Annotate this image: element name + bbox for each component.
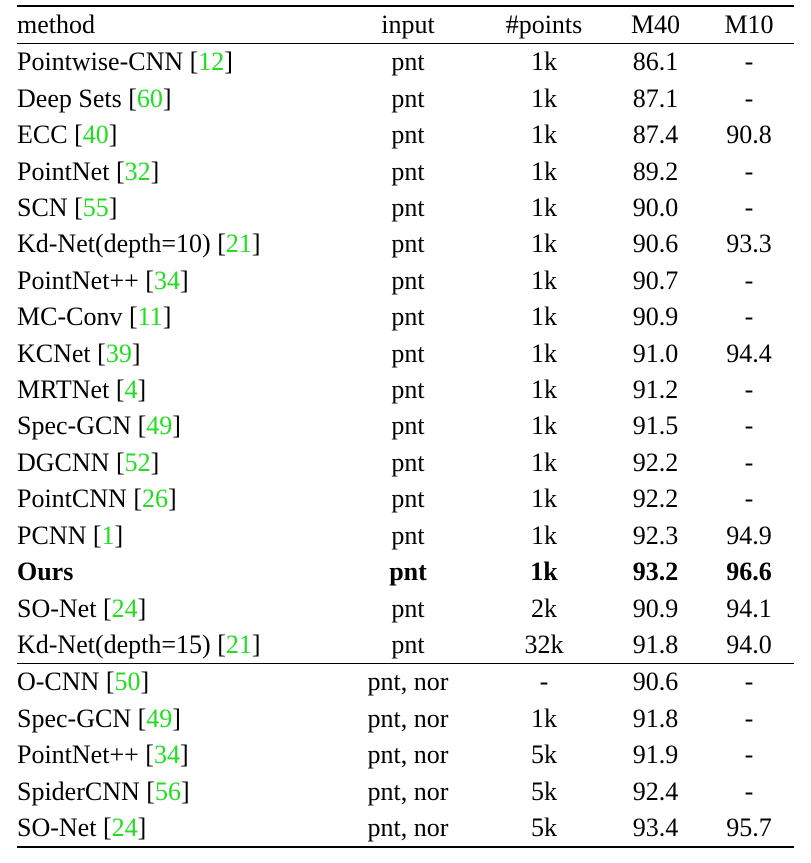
table-row: [17, 445, 794, 481]
m10-cell: -: [744, 667, 754, 697]
input-cell: pnt: [391, 447, 425, 477]
method-name: PointNet++: [17, 265, 139, 295]
m10-cell: 94.1: [726, 593, 772, 623]
table-row: [17, 737, 794, 773]
method-cell: KCNet [39]: [17, 338, 141, 368]
m10-cell: -: [744, 156, 754, 186]
m10-cell: -: [744, 265, 754, 295]
points-cell: 5k: [531, 812, 557, 842]
method-name: SpiderCNN: [17, 776, 140, 806]
citation-link[interactable]: 55: [82, 193, 109, 223]
method-name: MRTNet: [17, 375, 110, 405]
table-row: [17, 44, 794, 81]
input-cell: pnt: [391, 156, 425, 186]
m40-cell: 90.6: [632, 667, 679, 697]
input-cell: pnt: [391, 411, 425, 441]
input-cell: pnt: [391, 593, 425, 623]
method-name: Kd-Net(depth=15): [17, 629, 211, 659]
points-cell: 1k: [531, 375, 557, 405]
points-cell: 1k: [531, 520, 557, 550]
m10-cell: -: [744, 703, 754, 733]
method-name: PointNet++: [17, 740, 139, 770]
citation-link[interactable]: 26: [141, 484, 168, 514]
table-row: [17, 299, 794, 335]
method-name: ECC: [17, 120, 68, 150]
m40-cell: 90.9: [632, 593, 679, 623]
input-cell: pnt: [391, 193, 425, 223]
table-row: [17, 664, 794, 701]
input-cell: pnt: [391, 484, 425, 514]
table-row: [17, 408, 794, 444]
m10-cell: -: [744, 302, 754, 332]
m40-cell: 92.4: [632, 776, 679, 806]
m40-cell: 91.8: [632, 629, 679, 659]
input-cell: pnt: [391, 229, 425, 259]
points-cell: 1k: [531, 83, 557, 113]
citation-link[interactable]: 12: [198, 47, 225, 77]
m40-cell: 91.9: [632, 740, 679, 770]
points-cell: 1k: [531, 703, 557, 733]
points-cell: 1k: [531, 47, 557, 77]
points-cell: 32k: [524, 629, 564, 659]
m10-cell: -: [744, 740, 754, 770]
input-cell: pnt, nor: [367, 776, 449, 806]
method-name: PointNet: [17, 156, 110, 186]
citation-link[interactable]: 34: [153, 740, 180, 770]
method-cell: Kd-Net(depth=15) [21]: [17, 629, 261, 659]
input-cell: pnt: [389, 557, 427, 587]
method-name: SO-Net: [17, 812, 97, 842]
method-cell: PCNN [1]: [17, 520, 124, 550]
citation-link[interactable]: 50: [114, 667, 141, 697]
method-name: PointCNN: [17, 484, 127, 514]
method-cell: Deep Sets [60]: [17, 83, 172, 113]
m40-cell: 87.1: [632, 83, 679, 113]
m40-cell: 87.4: [632, 120, 679, 150]
m40-cell: 91.2: [632, 375, 679, 405]
header-method: method: [17, 10, 95, 39]
table-row: [17, 226, 794, 262]
table-row: [17, 701, 794, 737]
method-name: Kd-Net(depth=10): [17, 229, 211, 259]
header-input: input: [381, 10, 435, 39]
table-row: [17, 627, 794, 664]
m10-cell: -: [744, 484, 754, 514]
citation-link[interactable]: 1: [101, 520, 115, 550]
method-cell: PointNet [32]: [17, 156, 160, 186]
method-cell: SCN [55]: [17, 193, 118, 223]
method-name: MC-Conv: [17, 302, 123, 332]
table-row: [17, 336, 794, 372]
input-cell: pnt: [391, 120, 425, 150]
points-cell: 1k: [531, 156, 557, 186]
input-cell: pnt, nor: [367, 812, 449, 842]
m10-cell: -: [744, 47, 754, 77]
citation-link[interactable]: 4: [124, 375, 138, 405]
citation-link[interactable]: 60: [136, 83, 163, 113]
m40-cell: 89.2: [632, 156, 679, 186]
table-body-group-2: [17, 664, 794, 848]
citation-link[interactable]: 34: [153, 265, 180, 295]
table-row: [17, 518, 794, 554]
method-name: DGCNN: [17, 447, 110, 477]
header-m10: M10: [724, 10, 774, 39]
m40-cell: 93.2: [632, 557, 679, 587]
m40-cell: 90.6: [632, 229, 679, 259]
method-name: Spec-GCN: [17, 411, 132, 441]
method-cell: SpiderCNN [56]: [17, 776, 190, 806]
table-row: [17, 774, 794, 810]
method-name: PCNN: [17, 520, 87, 550]
input-cell: pnt: [391, 375, 425, 405]
method-cell: SO-Net [24]: [17, 812, 147, 842]
method-cell: PointNet++ [34]: [17, 740, 189, 770]
citation-link[interactable]: 21: [225, 229, 252, 259]
points-cell: 1k: [531, 120, 557, 150]
m40-cell: 91.5: [632, 411, 679, 441]
table-row: [17, 263, 794, 299]
points-cell: 1k: [531, 411, 557, 441]
input-cell: pnt: [391, 338, 425, 368]
input-cell: pnt: [391, 520, 425, 550]
m10-cell: 90.8: [726, 120, 772, 150]
method-name: O-CNN: [17, 667, 100, 697]
header-points: #points: [505, 10, 583, 39]
m10-cell: -: [744, 411, 754, 441]
input-cell: pnt, nor: [367, 740, 449, 770]
table-row: [17, 372, 794, 408]
citation-link[interactable]: 56: [154, 776, 181, 806]
m10-cell: 96.6: [726, 557, 772, 587]
input-cell: pnt: [391, 629, 425, 659]
citation-link[interactable]: 32: [124, 156, 151, 186]
m40-cell: 92.2: [632, 484, 679, 514]
m10-cell: 94.4: [726, 338, 772, 368]
m10-cell: -: [744, 83, 754, 113]
points-cell: 1k: [531, 447, 557, 477]
m40-cell: 91.8: [632, 703, 679, 733]
method-cell: MC-Conv [11]: [17, 302, 172, 332]
table-row: [17, 81, 794, 117]
m40-cell: 92.2: [632, 447, 679, 477]
method-cell: Pointwise-CNN [12]: [17, 47, 233, 77]
citation-link[interactable]: 24: [111, 593, 138, 623]
method-name: Spec-GCN: [17, 703, 132, 733]
m10-cell: 95.7: [726, 812, 772, 842]
points-cell: 1k: [531, 338, 557, 368]
method-cell: O-CNN [50]: [17, 667, 150, 697]
m40-cell: 86.1: [632, 47, 679, 77]
m10-cell: -: [744, 776, 754, 806]
m10-cell: 93.3: [726, 229, 772, 259]
table-header: [17, 6, 794, 44]
citation-link[interactable]: 39: [105, 338, 132, 368]
method-name: Deep Sets: [17, 83, 122, 113]
table-row: [17, 810, 794, 847]
points-cell: 1k: [531, 193, 557, 223]
method-name: Ours: [17, 557, 74, 587]
m10-cell: -: [744, 447, 754, 477]
citation-link[interactable]: 49: [146, 703, 173, 733]
m10-cell: -: [744, 375, 754, 405]
input-cell: pnt, nor: [367, 667, 449, 697]
points-cell: 5k: [531, 740, 557, 770]
points-cell: 5k: [531, 776, 557, 806]
citation-link[interactable]: 49: [146, 411, 173, 441]
m10-cell: -: [744, 193, 754, 223]
method-cell: SO-Net [24]: [17, 593, 147, 623]
m40-cell: 92.3: [632, 520, 679, 550]
method-cell: Spec-GCN [49]: [17, 703, 181, 733]
table-row: [17, 190, 794, 226]
method-name: KCNet: [17, 338, 91, 368]
method-cell: PointCNN [26]: [17, 484, 177, 514]
m40-cell: 90.0: [632, 193, 679, 223]
method-name: SO-Net: [17, 593, 97, 623]
method-cell: [17, 554, 335, 590]
points-cell: 1k: [531, 265, 557, 295]
table-row: [17, 117, 794, 153]
input-cell: pnt: [391, 265, 425, 295]
citation-link[interactable]: 11: [137, 302, 163, 332]
m40-cell: 91.0: [632, 338, 679, 368]
points-cell: 1k: [531, 484, 557, 514]
results-table: [17, 5, 794, 848]
m40-cell: 90.7: [632, 265, 679, 295]
table-row: [17, 554, 794, 590]
points-cell: 1k: [531, 229, 557, 259]
points-cell: -: [539, 667, 549, 697]
method-cell: ECC [40]: [17, 120, 118, 150]
table-row: [17, 154, 794, 190]
citation-link[interactable]: 21: [225, 629, 252, 659]
input-cell: pnt: [391, 302, 425, 332]
citation-link[interactable]: 40: [82, 120, 109, 150]
table-row: [17, 481, 794, 517]
m40-cell: 90.9: [632, 302, 679, 332]
points-cell: 2k: [531, 593, 557, 623]
input-cell: pnt: [391, 83, 425, 113]
header-m40: M40: [630, 10, 681, 39]
citation-link[interactable]: 24: [111, 812, 138, 842]
method-cell: Spec-GCN [49]: [17, 411, 181, 441]
method-cell: PointNet++ [34]: [17, 265, 189, 295]
method-cell: MRTNet [4]: [17, 375, 147, 405]
method-name: SCN: [17, 193, 68, 223]
citation-link[interactable]: 52: [124, 447, 151, 477]
m10-cell: 94.0: [726, 629, 772, 659]
points-cell: 1k: [530, 557, 558, 587]
method-cell: Kd-Net(depth=10) [21]: [17, 229, 261, 259]
m10-cell: 94.9: [726, 520, 772, 550]
method-name: Pointwise-CNN: [17, 47, 184, 77]
points-cell: 1k: [531, 302, 557, 332]
table-body-group-1: [17, 44, 794, 664]
table-row: [17, 591, 794, 627]
input-cell: pnt: [391, 47, 425, 77]
header-row: [17, 6, 794, 44]
method-cell: DGCNN [52]: [17, 447, 160, 477]
m40-cell: 93.4: [632, 812, 679, 842]
input-cell: pnt, nor: [367, 703, 449, 733]
